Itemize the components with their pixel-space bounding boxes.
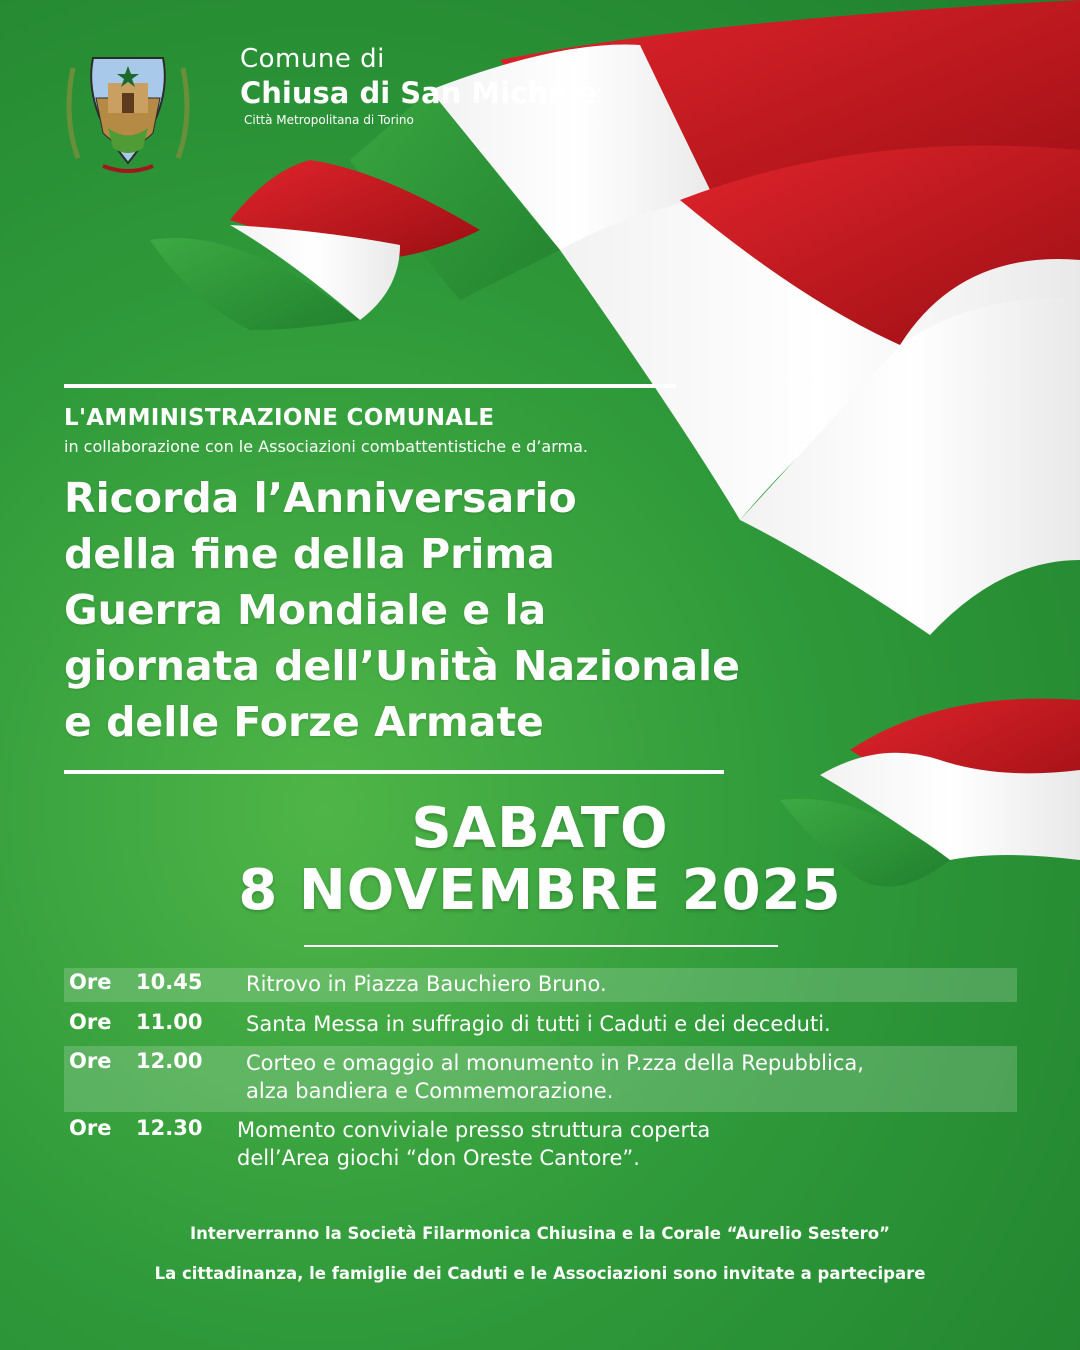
schedule-row [64, 1049, 1017, 1109]
headline-line: della fine della Prima [64, 530, 555, 578]
metropolitan-city-label: Città Metropolitana di Torino [244, 113, 414, 127]
comune-name: Chiusa di San Michele [240, 76, 598, 110]
divider-middle [64, 770, 724, 774]
municipal-crest-icon [58, 38, 198, 188]
divider-top [64, 384, 676, 388]
invitation-note: La cittadinanza, le famiglie dei Caduti e le Associazioni sono invitate a partecipare [154, 1264, 926, 1283]
schedule-row [64, 1116, 1017, 1176]
headline-line: Guerra Mondiale e la [64, 586, 547, 634]
divider-date [304, 945, 778, 947]
schedule-row [64, 1010, 1017, 1040]
schedule-row [64, 970, 1017, 1000]
schedule-description: alza bandiera e Commemorazione. [246, 1079, 614, 1103]
participants-note: Interverranno la Società Filarmonica Chiusina e la Corale “Aurelio Sestero” [189, 1224, 890, 1243]
administration-heading: L'AMMINISTRAZIONE COMUNALE [64, 405, 495, 431]
event-headline [64, 470, 944, 750]
headline-line: e delle Forze Armate [64, 698, 544, 746]
schedule-description: dell’Area giochi “don Oreste Cantore”. [237, 1146, 640, 1170]
event-date: 8 NOVEMBRE 2025 [238, 858, 842, 923]
ore-label: Ore [69, 1116, 112, 1140]
schedule-description: Corteo e omaggio al monumento in P.zza della Repubblica, [246, 1051, 864, 1075]
schedule-description: Momento conviviale presso struttura coperta [237, 1118, 711, 1142]
collaboration-note: in collaborazione con le Associazioni combattentistiche e d’arma. [64, 437, 588, 456]
schedule-time: 10.45 [136, 970, 203, 994]
event-day: SABATO [411, 796, 669, 861]
ore-label: Ore [69, 1010, 112, 1034]
schedule-description: Santa Messa in suffragio di tutti i Caduti e dei deceduti. [246, 1012, 831, 1036]
headline-line: giornata dell’Unità Nazionale [64, 642, 740, 690]
ore-label: Ore [69, 1049, 112, 1073]
comune-di-label: Comune di [240, 44, 385, 74]
headline-line: Ricorda l’Anniversario [64, 474, 577, 522]
ore-label: Ore [69, 970, 112, 994]
schedule-time: 12.30 [136, 1116, 203, 1140]
schedule-time: 12.00 [136, 1049, 203, 1073]
schedule-time: 11.00 [136, 1010, 203, 1034]
schedule-description: Ritrovo in Piazza Bauchiero Bruno. [246, 972, 607, 996]
